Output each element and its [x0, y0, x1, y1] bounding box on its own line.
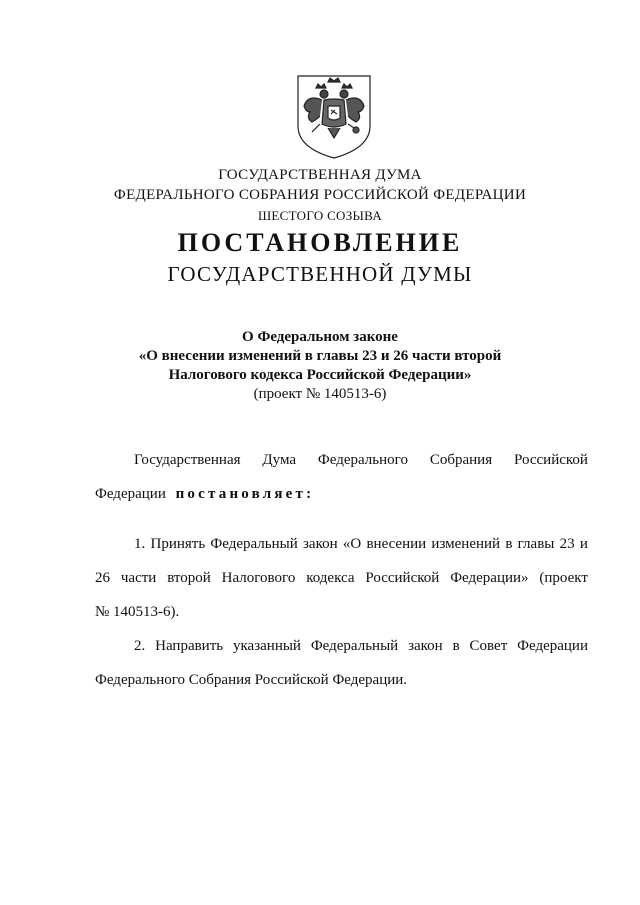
item1-word: второй [167, 570, 211, 586]
item2-line1 [134, 637, 588, 656]
item1-word: Налогового [221, 570, 296, 586]
preamble-word: Государственная [134, 452, 241, 468]
item2-word: Федеральный [310, 638, 399, 654]
header-federal-assembly: ФЕДЕРАЛЬНОГО СОБРАНИЯ РОССИЙСКОЙ ФЕДЕРАЦИИ [113, 187, 527, 203]
item1-word: и [579, 536, 588, 552]
preamble-word: Федерального [317, 452, 408, 468]
item2-word: Совет [469, 638, 508, 654]
item1-word: Российской [365, 570, 440, 586]
document-subtitle: ГОСУДАРСТВЕННОЙ ДУМЫ [167, 262, 473, 286]
item2-word: в [452, 638, 460, 654]
preamble-federation: Федерации [95, 486, 166, 502]
item2-word: указанный [232, 638, 301, 654]
item1-word: внесении [366, 536, 427, 552]
item1-word: части [120, 570, 157, 586]
document-title: ПОСТАНОВЛЕНИЕ [177, 228, 463, 257]
preamble-word: Дума [262, 452, 297, 468]
item1-word: 26 [95, 570, 110, 586]
item1-word: закон [303, 536, 338, 552]
preamble-word: Российской [514, 452, 588, 468]
project-number: (проект № 140513-6) [253, 386, 387, 402]
preamble-line1 [134, 451, 588, 470]
item2-line2: Федерального Собрания Российской Федерации. [95, 672, 408, 688]
item1-word: в [505, 536, 513, 552]
preamble-line2 [95, 485, 314, 504]
preamble-word: Собрания [429, 452, 493, 468]
item1-line1 [134, 535, 588, 554]
item1-line3: № 140513-6). [95, 604, 180, 620]
coat-of-arms-emblem [294, 72, 374, 160]
header-convocation: ШЕСТОГО СОЗЫВА [257, 208, 383, 223]
item1-line2 [95, 569, 588, 588]
item1-word: (проект [539, 570, 588, 586]
item1-word: главы [517, 536, 555, 552]
header-duma-name: ГОСУДАРСТВЕННАЯ ДУМА [218, 167, 422, 183]
about-law-line2: «О внесении изменений в главы 23 и 26 части второй [138, 348, 502, 364]
item2-word: 2. [134, 638, 146, 654]
item2-word: закон [408, 638, 443, 654]
item1-word: «О [342, 536, 362, 552]
resolves-keyword: постановляет: [175, 486, 315, 502]
item2-word: Федерации [517, 638, 588, 654]
about-law-line1: О Федеральном законе [242, 329, 398, 345]
about-law-line3: Налогового кодекса Российской Федерации» [168, 367, 472, 383]
item2-word: Направить [155, 638, 224, 654]
item1-word: Федерации» [450, 570, 529, 586]
item1-word: 23 [559, 536, 575, 552]
item1-word: Принять [150, 536, 206, 552]
item1-word: Федеральный [210, 536, 298, 552]
item1-word: 1. [134, 536, 146, 552]
item1-word: изменений [431, 536, 501, 552]
item1-word: кодекса [306, 570, 355, 586]
